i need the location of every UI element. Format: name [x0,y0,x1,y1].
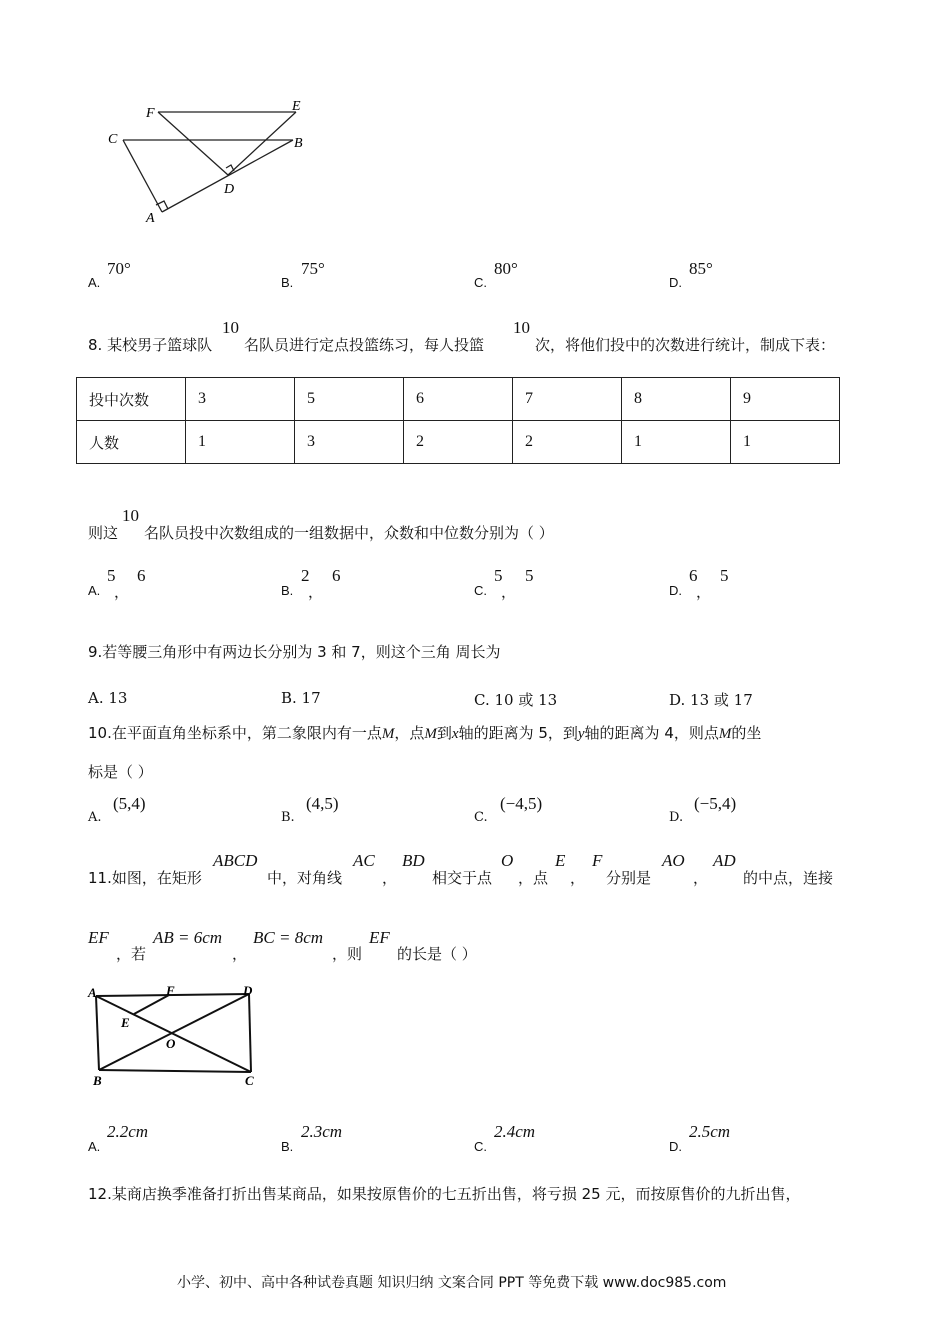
q8-option-c-sep: ， [501,583,517,601]
q8-question-number: 10 [122,506,139,525]
q7-option-c-value: 80° [494,259,518,278]
table-cell: 1 [622,421,731,464]
q7-option-d-value: 85° [689,259,713,278]
q10-option-c-letter: C. [474,810,488,825]
q10-var-y: y [577,726,585,742]
q10-option-d-value: (−5,4) [694,794,737,813]
q12-text: 12.某商店换季准备打折出售某商品，如果按原售价的七五折出售，将亏损 25 元，而按原售价的九折出售， [88,1185,801,1203]
table-cell: 1 [731,421,840,464]
q7-option-c-letter: C. [474,275,487,290]
q11-comma-2: ， [570,869,586,887]
fig1-label-D: D [224,182,235,197]
q11-text-7: ，若 [116,945,147,963]
q8-option-c-v1: 5 [494,566,503,585]
q7-option-a-letter: A. [88,275,101,290]
q10-text-d: 轴的距离为 5，到 [458,724,578,742]
q7-option-b-letter: B. [281,275,294,290]
q11-var-ef: EF [369,928,390,947]
table-cell: 5 [295,378,404,421]
q8-question-a: 则这 [88,524,119,542]
q8-option-c-letter: C. [474,583,487,598]
q11-option-b-value: 2.3cm [301,1122,343,1141]
q7-option-d-letter: D. [669,275,682,290]
q10-text-f: 的坐 [731,724,762,742]
q8-option-a-v2: 6 [137,566,146,585]
table-cell: 1 [186,421,295,464]
q11-option-a-value: 2.2cm [107,1122,149,1141]
table-header-people: 人数 [77,421,186,464]
q11-comma-4: ， [232,945,248,963]
q8-option-b-letter: B. [281,583,294,598]
q10-var-x: x [451,726,459,742]
q8-table [76,377,840,464]
q8-question-b: 名队员投中次数组成的一组数据中，众数和中位数分别为（ ） [144,524,554,542]
q8-option-d-v1: 6 [689,566,698,585]
fig2-label-C: C [245,1073,254,1088]
q10-line2: 标是（ ） [88,763,153,781]
q9-text: 9.若等腰三角形中有两边长分别为 3 和 7，则这个三角 周长为 [88,643,501,661]
q8-option-d-letter: D. [669,583,682,598]
table-cell: 2 [404,421,513,464]
q8-option-d-v2: 5 [720,566,729,585]
q10-option-b-letter: B. [281,810,295,825]
q11-var-ef: EF [88,928,109,947]
q8-option-a-sep: ， [114,583,130,601]
fig2-label-D: D [243,983,253,998]
figure-rectangle [85,982,270,1092]
q8-number-1: 10 [222,318,239,337]
q8-number-2: 10 [513,318,530,337]
q11-text-8: ，则 [332,945,363,963]
q11-option-b-letter: B. [281,1139,294,1154]
q11-var-f: F [592,851,603,870]
q11-eq-bc: BC = 8cm [253,928,324,947]
q8-option-d-sep: ， [696,583,712,601]
q11-text-6: 的中点，连接 [743,869,834,887]
q11-text-1: 11.如图，在矩形 [88,869,202,887]
q11-var-abcd: ABCD [213,851,258,870]
q9-option-d: D. 13 或 17 [669,691,753,709]
q10-text-e: 轴的距离为 4，则点 [584,724,719,742]
q11-var-e: E [555,851,566,870]
table-cell: 7 [513,378,622,421]
table-header-hits: 投中次数 [77,378,186,421]
q10-text-c: 到 [436,724,452,742]
q11-var-ac: AC [353,851,375,870]
q11-var-bd: BD [402,851,425,870]
q11-option-d-letter: D. [669,1139,682,1154]
table-cell: 8 [622,378,731,421]
fig2-label-E: E [121,1015,130,1030]
table-cell: 3 [295,421,404,464]
fig1-label-F: F [146,106,155,121]
q11-comma-3: ， [693,869,709,887]
q9-option-b: B. 17 [281,689,321,707]
table-cell: 2 [513,421,622,464]
table-cell: 6 [404,378,513,421]
q8-text-b: 名队员进行定点投篮练习，每人投篮 [244,336,485,354]
table-row [77,421,840,464]
q8-text-a: 8. 某校男子篮球队 [88,336,213,354]
fig2-label-A: A [88,985,97,1000]
q8-option-a-v1: 5 [107,566,116,585]
q11-text-4: ，点 [518,869,549,887]
q9-option-a: A. 13 [88,689,128,707]
q8-option-b-v1: 2 [301,566,310,585]
q9-option-c: C. 10 或 13 [474,691,558,709]
q11-text-3: 相交于点 [432,869,493,887]
q11-comma-1: ， [382,869,398,887]
q10-text-b: ，点 [394,724,425,742]
fig1-label-B: B [294,136,303,151]
fig1-label-E: E [292,99,301,114]
fig2-label-B: B [93,1073,102,1088]
q11-text-5: 分别是 [606,869,652,887]
q10-option-a-letter: A. [88,810,102,825]
page-footer: 小学、初中、高中各种试卷真题 知识归纳 文案合同 PPT 等免费下载 www.doc985.com [177,1275,727,1291]
table-row [77,378,840,421]
q10-option-d-letter: D. [669,810,684,825]
q11-eq-ab: AB = 6cm [153,928,223,947]
fig1-label-C: C [108,132,118,147]
figure-triangles [100,95,320,230]
q11-option-c-letter: C. [474,1139,487,1154]
q11-option-c-value: 2.4cm [494,1122,536,1141]
q10-text-a: 10.在平面直角坐标系中，第二象限内有一点 [88,724,382,742]
q7-option-a-value: 70° [107,259,131,278]
q8-text-c: 次，将他们投中的次数进行统计，制成下表： [535,336,836,354]
q11-text-9: 的长是（ ） [397,945,477,963]
q11-text-2: 中，对角线 [267,869,343,887]
q10-option-a-value: (5,4) [113,794,146,813]
q7-option-b-value: 75° [301,259,325,278]
table-cell: 9 [731,378,840,421]
q11-option-d-value: 2.5cm [689,1122,731,1141]
q10-var-m: M [424,726,437,742]
fig2-label-O: O [166,1036,176,1051]
q11-var-ao: AO [662,851,685,870]
fig2-label-F: F [166,983,175,998]
table-cell: 3 [186,378,295,421]
q8-option-a-letter: A. [88,583,101,598]
q10-option-b-value: (4,5) [306,794,339,813]
q11-var-ad: AD [713,851,736,870]
q8-option-c-v2: 5 [525,566,534,585]
q10-option-c-value: (−4,5) [500,794,543,813]
fig1-label-A: A [146,211,155,226]
q8-option-b-v2: 6 [332,566,341,585]
q8-option-b-sep: ， [308,583,324,601]
q11-var-o: O [501,851,514,870]
q11-option-a-letter: A. [88,1139,101,1154]
q10-line1 [88,722,761,743]
q10-var-m: M [381,726,395,742]
q10-var-m: M [718,726,732,742]
